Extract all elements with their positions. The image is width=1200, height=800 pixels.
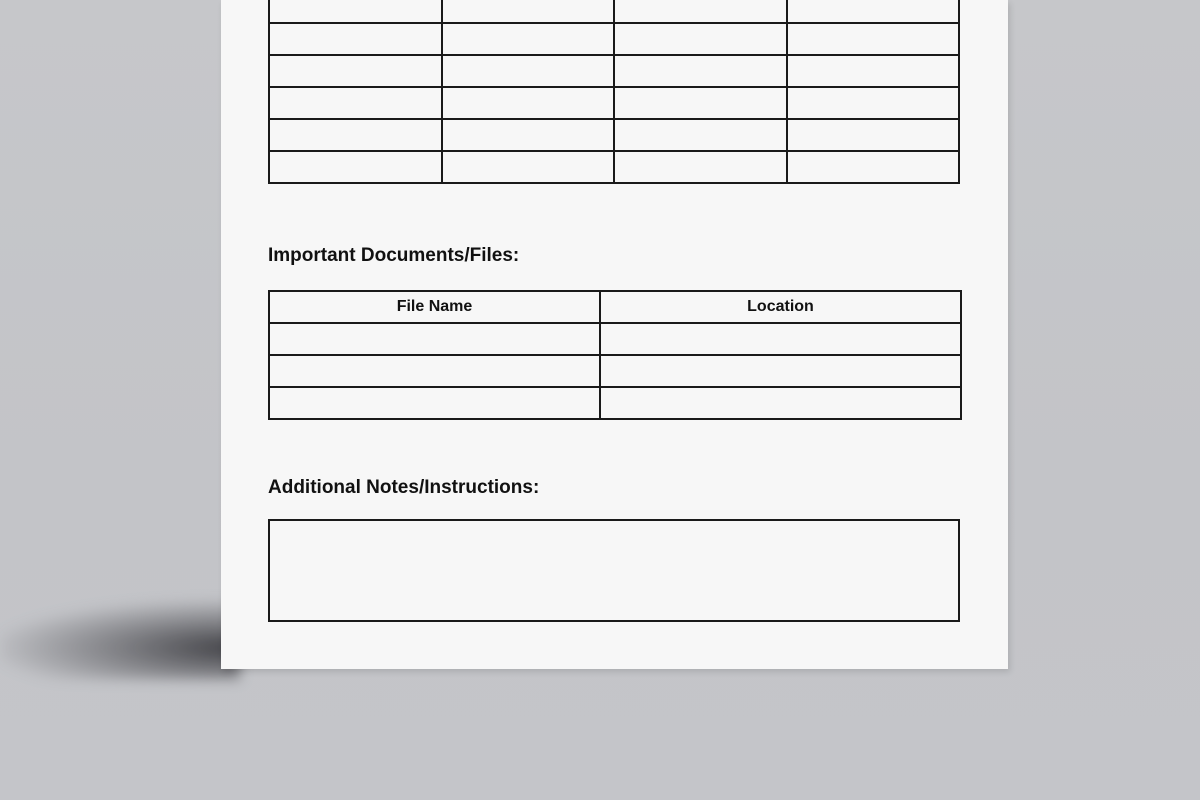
column-header-file-name: File Name (269, 291, 600, 323)
table-row (269, 23, 959, 55)
documents-section-title: Important Documents/Files: (268, 245, 520, 266)
location-cell[interactable] (600, 323, 961, 355)
table-row (269, 119, 959, 151)
file-name-cell[interactable] (269, 355, 600, 387)
table-cell[interactable] (614, 0, 787, 23)
notes-section-title: Additional Notes/Instructions: (268, 477, 540, 498)
table-cell[interactable] (614, 55, 787, 87)
paper-shadow (0, 600, 240, 680)
table-row (269, 87, 959, 119)
location-cell[interactable] (600, 387, 961, 419)
table-cell[interactable] (269, 87, 442, 119)
table-row (269, 151, 959, 183)
paper-page (221, 0, 1008, 669)
top-grid-table (268, 0, 960, 184)
table-cell[interactable] (614, 23, 787, 55)
table-cell[interactable] (787, 0, 960, 23)
table-header-row (269, 291, 961, 323)
table-cell[interactable] (269, 119, 442, 151)
notes-box[interactable] (268, 519, 960, 622)
table-cell[interactable] (442, 55, 615, 87)
table-cell[interactable] (442, 151, 615, 183)
table-row (269, 55, 959, 87)
location-cell[interactable] (600, 355, 961, 387)
table-row (269, 387, 961, 419)
table-cell[interactable] (787, 151, 960, 183)
table-cell[interactable] (614, 87, 787, 119)
table-cell[interactable] (614, 119, 787, 151)
table-cell[interactable] (442, 87, 615, 119)
table-cell[interactable] (614, 151, 787, 183)
table-cell[interactable] (269, 55, 442, 87)
file-name-cell[interactable] (269, 323, 600, 355)
table-cell[interactable] (442, 119, 615, 151)
table-cell[interactable] (787, 55, 960, 87)
documents-table (268, 290, 962, 420)
table-row (269, 355, 961, 387)
table-row (269, 323, 961, 355)
table-cell[interactable] (787, 87, 960, 119)
table-row (269, 0, 959, 23)
table-cell[interactable] (269, 151, 442, 183)
table-cell[interactable] (269, 0, 442, 23)
table-cell[interactable] (787, 23, 960, 55)
file-name-cell[interactable] (269, 387, 600, 419)
column-header-location: Location (600, 291, 961, 323)
table-cell[interactable] (269, 23, 442, 55)
table-cell[interactable] (442, 23, 615, 55)
table-cell[interactable] (787, 119, 960, 151)
table-cell[interactable] (442, 0, 615, 23)
